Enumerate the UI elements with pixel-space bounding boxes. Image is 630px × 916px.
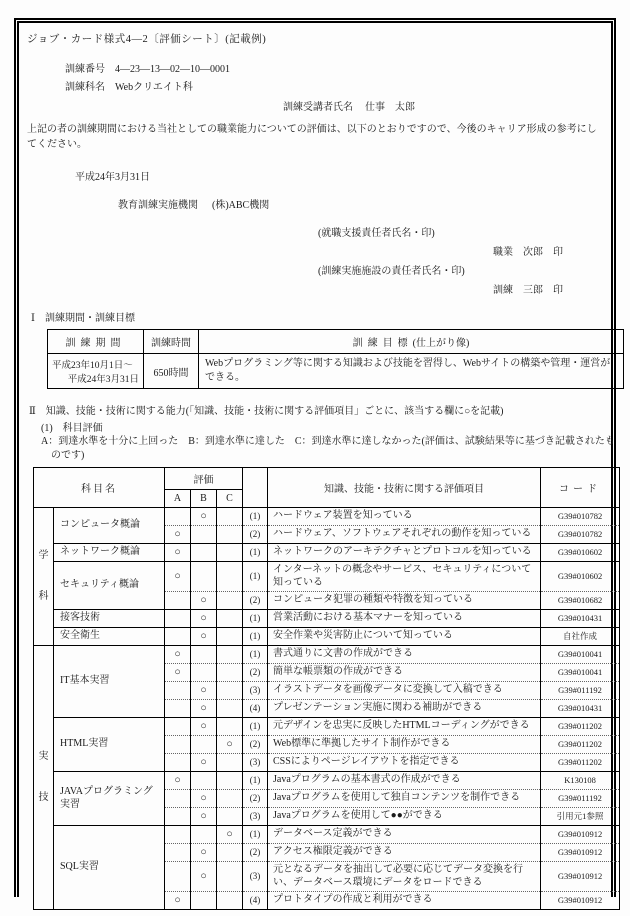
eval-mark-c — [217, 610, 243, 628]
subject-name-cell: SQL実習 — [54, 826, 165, 910]
eval-mark-a — [165, 754, 191, 772]
subject-table-body — [34, 508, 620, 910]
section2-heading: Ⅱ 知識、技能・技術に関する能力(「知識、技能・技術に関する評価項目」ごとに、該当する欄に○を記載) — [29, 406, 504, 417]
grade-b-header: B — [191, 490, 217, 508]
course-name-label: 訓練科名 — [65, 82, 105, 93]
code-cell: G39#010602 — [541, 544, 620, 562]
evaluation-header: 評価 — [165, 468, 243, 490]
eval-mark-c — [217, 628, 243, 646]
subject-name-cell: コンピュータ概論 — [54, 508, 165, 544]
evaluation-item-header: 知識、技能・技術に関する評価項目 — [268, 468, 541, 508]
eval-mark-c: ○ — [217, 826, 243, 844]
code-cell: G39#010431 — [541, 700, 620, 718]
eval-mark-b: ○ — [191, 718, 217, 736]
item-text-cell: Web標準に準拠したサイト制作ができる — [268, 736, 541, 754]
signature-block — [25, 224, 605, 296]
item-number-cell: (2) — [243, 664, 268, 682]
organization-name: (株)ABC機関 — [212, 200, 270, 211]
eval-mark-c — [217, 700, 243, 718]
eval-mark-b: ○ — [191, 844, 217, 862]
eval-mark-b: ○ — [191, 790, 217, 808]
eval-mark-c — [217, 646, 243, 664]
eval-mark-c — [217, 844, 243, 862]
item-text-cell: プレゼンテーション実施に関わる補助ができる — [268, 700, 541, 718]
group-label-cell — [34, 508, 54, 646]
item-number-cell: (1) — [243, 508, 268, 526]
eval-mark-b: ○ — [191, 700, 217, 718]
intro-paragraph: 上記の者の訓練期間における当社としての職業能力についての評価は、以下のとおりですので、今後のキャリア形成の参考にしてください。 — [27, 124, 597, 150]
training-number-label: 訓練番号 — [65, 64, 105, 75]
item-number-cell: (2) — [243, 592, 268, 610]
eval-mark-c — [217, 892, 243, 910]
code-cell: G39#010912 — [541, 892, 620, 910]
eval-mark-c — [217, 772, 243, 790]
item-text-cell: 書式通りに文書の作成ができる — [268, 646, 541, 664]
eval-mark-b — [191, 562, 217, 592]
goal-cell: Webプログラミング等に関する知識および技能を習得し、Webサイトの構築や管理・運営ができる。 — [199, 354, 624, 389]
section2-subheading: (1) 科目評価 — [41, 423, 103, 434]
item-number-cell: (4) — [243, 892, 268, 910]
item-row — [34, 826, 620, 844]
item-text-cell: 営業活動における基本マナーを知っている — [268, 610, 541, 628]
trainee-name: 仕事 太郎 — [365, 102, 415, 113]
code-cell: K130108 — [541, 772, 620, 790]
signature2-name: 訓練 三郎 印 — [493, 285, 563, 296]
eval-mark-a: ○ — [165, 526, 191, 544]
eval-mark-a: ○ — [165, 544, 191, 562]
table-header-row-1 — [34, 468, 620, 490]
grade-a-header: A — [165, 490, 191, 508]
eval-mark-b: ○ — [191, 508, 217, 526]
organization-label: 教育訓練実施機関 — [118, 200, 198, 211]
code-cell: G39#010782 — [541, 526, 620, 544]
training-period-header-row — [48, 330, 624, 354]
training-period-data-row — [48, 354, 624, 389]
course-name-line — [65, 78, 605, 93]
item-text-cell: ハードウェア装置を知っている — [268, 508, 541, 526]
item-text-cell: Javaプログラムの基本書式の作成ができる — [268, 772, 541, 790]
item-text-cell: データベース定義ができる — [268, 826, 541, 844]
item-number-cell: (1) — [243, 772, 268, 790]
eval-mark-a — [165, 628, 191, 646]
eval-mark-c — [217, 526, 243, 544]
goal-header-main: 訓練目標 — [352, 338, 413, 349]
eval-mark-a: ○ — [165, 772, 191, 790]
section1-heading: Ⅰ 訓練期間・訓練目標 — [31, 313, 135, 324]
eval-mark-b: ○ — [191, 610, 217, 628]
eval-mark-c — [217, 808, 243, 826]
item-number-header — [243, 468, 268, 508]
eval-mark-a — [165, 844, 191, 862]
subject-name-cell: 安全衛生 — [54, 628, 165, 646]
code-cell: G39#010912 — [541, 862, 620, 892]
eval-mark-b: ○ — [191, 754, 217, 772]
item-text-cell: 安全作業や災害防止について知っている — [268, 628, 541, 646]
eval-mark-b — [191, 736, 217, 754]
course-name-value: Webクリエイト科 — [115, 82, 193, 93]
eval-mark-a — [165, 610, 191, 628]
group-label-char: 学 — [38, 550, 49, 561]
item-text-cell: ネットワークのアーキテクチャとプロトコルを知っている — [268, 544, 541, 562]
eval-mark-a — [165, 682, 191, 700]
document-frame — [14, 18, 616, 906]
eval-mark-c — [217, 754, 243, 772]
code-cell: 引用元1参照 — [541, 808, 620, 826]
eval-mark-a — [165, 592, 191, 610]
item-number-cell: (2) — [243, 526, 268, 544]
period-start: 平成23年10月1日〜 — [52, 361, 133, 371]
item-row — [34, 610, 620, 628]
eval-mark-b — [191, 646, 217, 664]
code-cell: G39#011192 — [541, 790, 620, 808]
item-text-cell: Javaプログラムを使用して独自コンテンツを制作できる — [268, 790, 541, 808]
eval-mark-c — [217, 664, 243, 682]
eval-mark-c — [217, 508, 243, 526]
code-cell: G39#010041 — [541, 646, 620, 664]
document-title: ジョブ・カード様式4―2〔評価シート〕(記載例) — [27, 34, 267, 45]
item-number-cell: (1) — [243, 610, 268, 628]
code-cell: G39#010782 — [541, 508, 620, 526]
hours-header: 訓練時間 — [144, 330, 199, 354]
item-number-cell: (2) — [243, 844, 268, 862]
group-label-cell — [34, 646, 54, 910]
item-text-cell: コンピュータ犯罪の種類や特徴を知っている — [268, 592, 541, 610]
item-row — [34, 718, 620, 736]
period-cell — [48, 354, 144, 389]
eval-mark-a — [165, 508, 191, 526]
subject-table-head — [34, 468, 620, 508]
eval-mark-b: ○ — [191, 862, 217, 892]
eval-mark-b — [191, 826, 217, 844]
hours-cell: 650時間 — [144, 354, 199, 389]
eval-mark-c — [217, 862, 243, 892]
subject-name-cell: JAVAプログラミング実習 — [54, 772, 165, 826]
eval-mark-a: ○ — [165, 892, 191, 910]
eval-mark-a — [165, 826, 191, 844]
subject-evaluation-table — [33, 467, 620, 910]
evaluation-date: 平成24年3月31日 — [75, 172, 150, 183]
item-number-cell: (2) — [243, 736, 268, 754]
item-row — [34, 544, 620, 562]
eval-mark-a — [165, 808, 191, 826]
code-cell: G39#011202 — [541, 754, 620, 772]
eval-mark-c — [217, 544, 243, 562]
training-number-value: 4―23―13―02―10―0001 — [115, 64, 230, 75]
eval-mark-b — [191, 664, 217, 682]
grade-c-header: C — [217, 490, 243, 508]
period-end: 平成24年3月31日 — [67, 375, 139, 385]
training-number-line — [65, 60, 605, 75]
eval-mark-c — [217, 562, 243, 592]
eval-mark-c — [217, 718, 243, 736]
eval-mark-a — [165, 718, 191, 736]
item-text-cell: インターネットの概念やサービス、セキュリティについて知っている — [268, 562, 541, 592]
item-text-cell: Javaプログラムを使用して●●ができる — [268, 808, 541, 826]
item-text-cell: アクセス権限定義ができる — [268, 844, 541, 862]
code-cell: G39#010602 — [541, 562, 620, 592]
item-number-cell: (3) — [243, 808, 268, 826]
item-number-cell: (3) — [243, 682, 268, 700]
code-cell: G39#010912 — [541, 844, 620, 862]
subject-name-cell: ネットワーク概論 — [54, 544, 165, 562]
item-row — [34, 628, 620, 646]
item-number-cell: (1) — [243, 628, 268, 646]
eval-mark-a — [165, 700, 191, 718]
eval-mark-a — [165, 736, 191, 754]
code-cell: G39#010041 — [541, 664, 620, 682]
signature1-name: 職業 次郎 印 — [493, 247, 563, 258]
item-number-cell: (3) — [243, 754, 268, 772]
code-header: コード — [541, 468, 620, 508]
subject-name-cell: 接客技術 — [54, 610, 165, 628]
period-header: 訓練期間 — [48, 330, 144, 354]
item-number-cell: (1) — [243, 646, 268, 664]
eval-mark-a: ○ — [165, 646, 191, 664]
item-number-cell: (4) — [243, 700, 268, 718]
item-text-cell: プロトタイプの作成と利用ができる — [268, 892, 541, 910]
item-text-cell: イラストデータを画像データに変換して入稿できる — [268, 682, 541, 700]
goal-header-suffix: (仕上がり像) — [412, 338, 470, 349]
subject-name-cell: HTML実習 — [54, 718, 165, 772]
training-period-table — [47, 329, 624, 389]
item-number-cell: (1) — [243, 562, 268, 592]
code-cell: G39#010682 — [541, 592, 620, 610]
eval-mark-b — [191, 526, 217, 544]
item-row — [34, 772, 620, 790]
code-cell: 自社作成 — [541, 628, 620, 646]
eval-mark-b: ○ — [191, 682, 217, 700]
signature2-label: (訓練実施施設の責任者氏名・印) — [318, 266, 465, 277]
item-text-cell: 簡単な帳票類の作成ができる — [268, 664, 541, 682]
eval-mark-b: ○ — [191, 628, 217, 646]
organization-line — [118, 196, 605, 211]
item-number-cell: (3) — [243, 862, 268, 892]
item-number-cell: (1) — [243, 544, 268, 562]
code-cell: G39#011192 — [541, 682, 620, 700]
eval-mark-b — [191, 772, 217, 790]
eval-mark-b — [191, 544, 217, 562]
code-cell: G39#011202 — [541, 718, 620, 736]
item-number-cell: (1) — [243, 826, 268, 844]
subject-name-cell: IT基本実習 — [54, 646, 165, 718]
group-label-char: 実 — [38, 751, 49, 762]
eval-mark-c — [217, 592, 243, 610]
eval-mark-c: ○ — [217, 736, 243, 754]
eval-mark-a: ○ — [165, 562, 191, 592]
goal-header — [199, 330, 624, 354]
code-cell: G39#010431 — [541, 610, 620, 628]
eval-mark-c — [217, 790, 243, 808]
item-row — [34, 508, 620, 526]
eval-mark-b: ○ — [191, 808, 217, 826]
signature1-label: (就職支援責任者氏名・印) — [318, 228, 435, 239]
group-label-char: 科 — [38, 590, 49, 602]
trainee-line — [283, 98, 605, 113]
eval-mark-a: ○ — [165, 664, 191, 682]
subject-name-cell: セキュリティ概論 — [54, 562, 165, 610]
item-text-cell: ハードウェア、ソフトウェアそれぞれの動作を知っている — [268, 526, 541, 544]
eval-mark-b — [191, 892, 217, 910]
code-cell: G39#010912 — [541, 826, 620, 844]
item-number-cell: (2) — [243, 790, 268, 808]
item-row — [34, 646, 620, 664]
item-text-cell: 元となるデータを抽出して必要に応じてデータ変換を行い、データベース環境にデータをロードできる — [268, 862, 541, 892]
eval-mark-b: ○ — [191, 592, 217, 610]
subject-name-header: 科目名 — [34, 468, 165, 508]
item-number-cell: (1) — [243, 718, 268, 736]
code-cell: G39#011202 — [541, 736, 620, 754]
eval-mark-a — [165, 862, 191, 892]
trainee-label: 訓練受講者氏名 — [283, 102, 353, 113]
grade-legend: A：到達水準を十分に上回った B：到達水準に達した C：到達水準に達しなかった(評価は、試験結果等に基づき記載されたものです) — [41, 436, 615, 461]
item-text-cell: CSSによりページレイアウトを指定できる — [268, 754, 541, 772]
eval-mark-a — [165, 790, 191, 808]
item-row — [34, 562, 620, 592]
eval-mark-c — [217, 682, 243, 700]
item-text-cell: 元デザインを忠実に反映したHTMLコーディングができる — [268, 718, 541, 736]
group-label-char: 技 — [38, 791, 49, 803]
